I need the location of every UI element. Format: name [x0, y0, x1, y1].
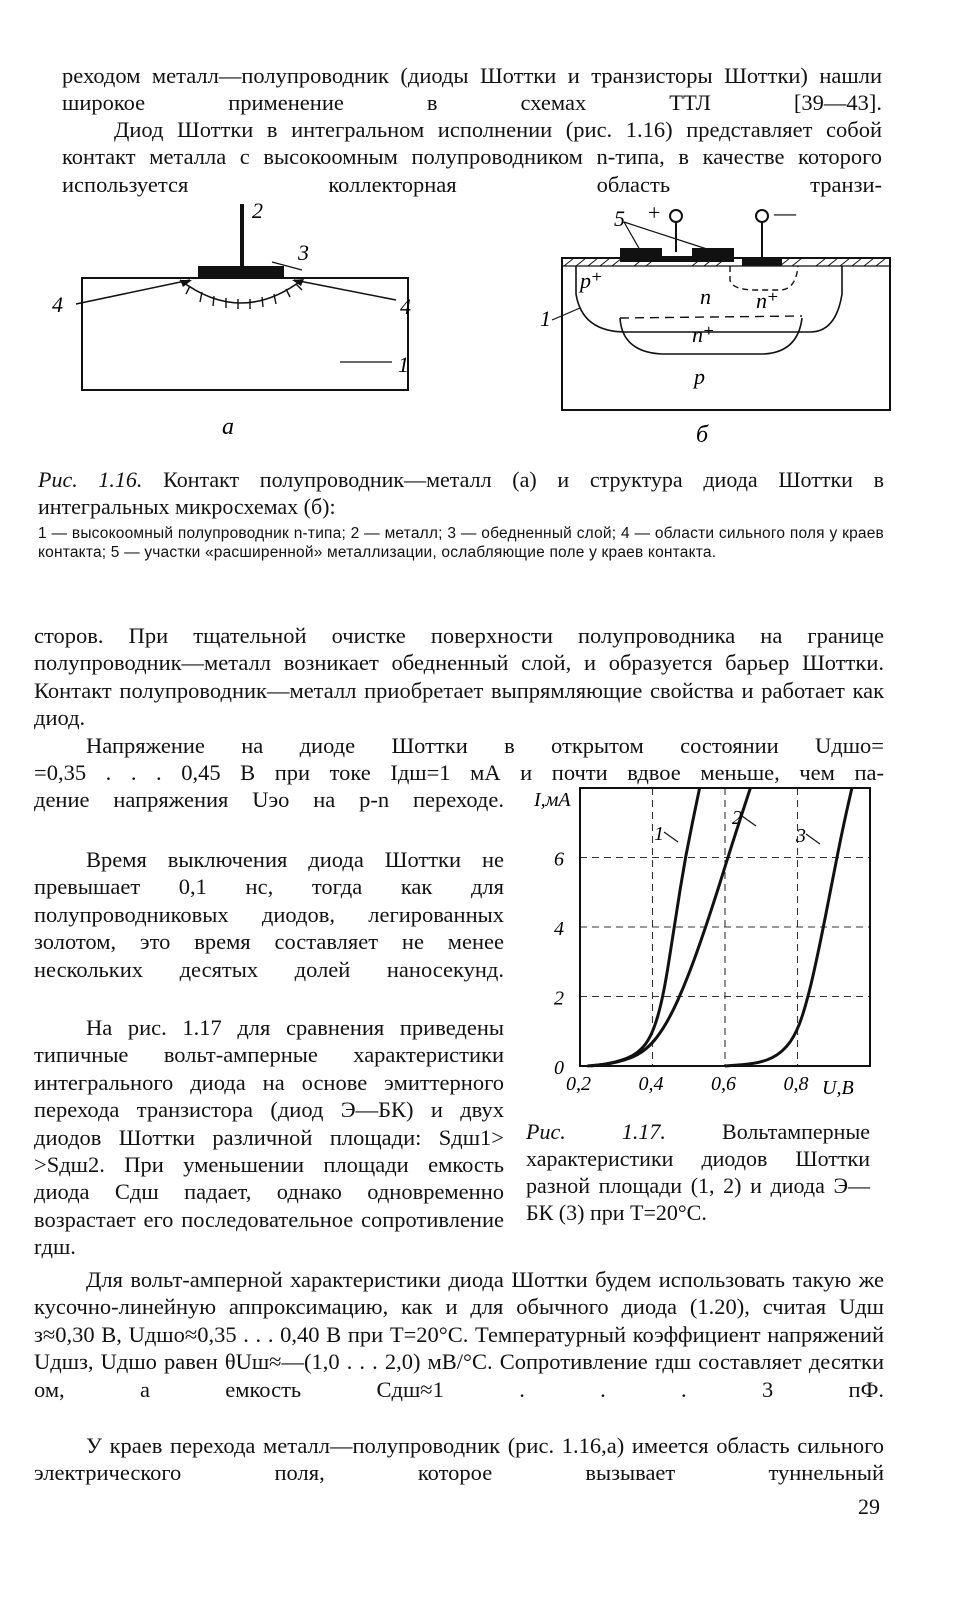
x-tick-label: 0,6	[711, 1073, 736, 1095]
series-label-3: 3	[796, 825, 806, 847]
fig16a-sublabel: а	[222, 414, 234, 440]
chart-grid	[580, 788, 870, 1066]
fig16b-n: n	[700, 284, 711, 309]
fig16a-label-4-right: 4	[400, 294, 411, 319]
fig16b-sublabel: б	[696, 422, 709, 448]
figure-1-16	[40, 196, 920, 456]
fig17-caption-text: Вольтамперные характеристики диодов Шоттки разной площади (1, 2) и диода Э—БК (3) при T=20°C.	[526, 1119, 870, 1225]
fig16b-label-5: 5	[614, 206, 625, 231]
y-tick-label: 0	[554, 1057, 564, 1079]
series-leader-3	[806, 834, 820, 844]
y-tick-label: 4	[554, 918, 564, 940]
series-label-1: 1	[654, 823, 664, 845]
figure-1-17-chart	[520, 776, 890, 1112]
figure-1-16a	[52, 198, 411, 440]
fig16b-n-plus-top: n⁺	[756, 288, 779, 313]
paragraph-voltage-line1: Напряжение на диоде Шоттки в открытом состоянии Uдшо=	[86, 733, 884, 758]
fig16b-label-1: 1	[540, 306, 551, 331]
fig16a-label-2: 2	[252, 198, 263, 223]
series-label-2: 2	[732, 807, 742, 829]
paragraph-approximation: Для вольт-амперной характеристики диода Шоттки будем использовать такую же кусочно-линейную аппроксимацию, как и для обычного диода (1.20), считая Uдш з≈0,30 В, Uдшо≈0,35 . . . 0,40 В при T=20°C. Температурный коэффициент напряжений Uдшз, Uдшо равен θUш≈—(1,0 . . . 2,0) мВ/°C. Сопротивление rдш составляет десятки ом, а емкость Cдш≈1 . . . 3 пФ.	[34, 1267, 884, 1402]
figure-1-16b	[540, 200, 890, 448]
fig16b-p-plus: p⁺	[580, 268, 603, 293]
fig16b-minus: —	[774, 200, 796, 225]
fig17-caption	[526, 1118, 870, 1226]
paragraph-fig17-intro: На рис. 1.17 для сравнения приведены типичные вольт-амперные характеристики интегрального диода на основе эмиттерного перехода транзистора (диод Э—БК) и двух диодов Шоттки различной площади: Sдш1> >Sдш2. При уменьшении площади емкость диода Cдш падает, однако одновременно возрастает его последовательное сопротивление rдш.	[34, 1015, 504, 1260]
page-number: 29	[858, 1494, 880, 1519]
chart-ylabel: I,мА	[534, 789, 571, 811]
fig16-caption-text: Контакт полупроводник—металл (а) и структура диода Шоттки в интегральных микросхемах (б):	[38, 467, 885, 519]
paragraph-schottky-integral: Диод Шоттки в интегральном исполнении (рис. 1.16) представляет собой контакт металла с высокоомным полупроводником n-типа, в качестве которого используется коллекторная область транзи-	[62, 117, 882, 197]
x-tick-label: 0,8	[783, 1073, 809, 1095]
series-leader-2	[742, 816, 756, 826]
chart-xlabel: U,В	[822, 1077, 854, 1099]
paragraph-voltage-line2: =0,35 . . . 0,45 В при токе Iдш=1 мА и почти вдвое меньше, чем па-	[34, 760, 884, 785]
paragraph-edge-field: У краев перехода металл—полупроводник (рис. 1.16,а) имеется область сильного электрического поля, которое вызывает туннельный	[34, 1433, 884, 1486]
fig16a-label-3: 3	[298, 240, 309, 265]
paragraph-switch-time: Время выключения диода Шоттки не превышает 0,1 нс, тогда как для полупроводниковых диодов, легированных золотом, это время составляет не менее нескольких десятых долей наносекунд.	[34, 847, 504, 982]
paragraph-top: реходом металл—полупроводник (диоды Шоттки и транзисторы Шоттки) нашли широкое применение в схемах ТТЛ [39—43].	[62, 63, 882, 116]
fig16b-n-plus-buried: n⁺	[692, 322, 715, 347]
fig16b-plus: +	[648, 200, 661, 225]
series-leader-1	[664, 832, 678, 842]
fig16a-label-4-left: 4	[52, 292, 63, 317]
fig16-legend: 1 — высокоомный полупроводник n-типа; 2 — металл; 3 — обедненный слой; 4 — области сильного поля у краев контакта; 5 — участки «расширенной» металлизации, ослабляющие поле у краев контакта.	[38, 525, 884, 561]
fig16a-label-1: 1	[398, 352, 409, 377]
y-tick-label: 6	[554, 848, 564, 871]
paragraph-voltage-rest: дение напряжения Uэо на p-n переходе.	[34, 787, 504, 812]
chart-series-labels	[654, 807, 820, 847]
paragraph-barrier: сторов. При тщательной очистке поверхности полупроводника на границе полупроводник—металл возникает обедненный слой, и образуется барьер Шоттки. Контакт полупроводник—металл приобретает выпрямляющие свойства и работает как диод.	[34, 623, 884, 731]
fig17-caption-prefix: Рис. 1.17.	[526, 1119, 666, 1144]
x-tick-label: 0,2	[566, 1073, 591, 1095]
fig16b-p: p	[694, 364, 705, 389]
fig16-caption-prefix: Рис. 1.16.	[38, 467, 143, 492]
fig16-caption	[38, 466, 884, 520]
y-tick-label: 2	[554, 987, 564, 1010]
x-tick-label: 0,4	[638, 1073, 664, 1095]
